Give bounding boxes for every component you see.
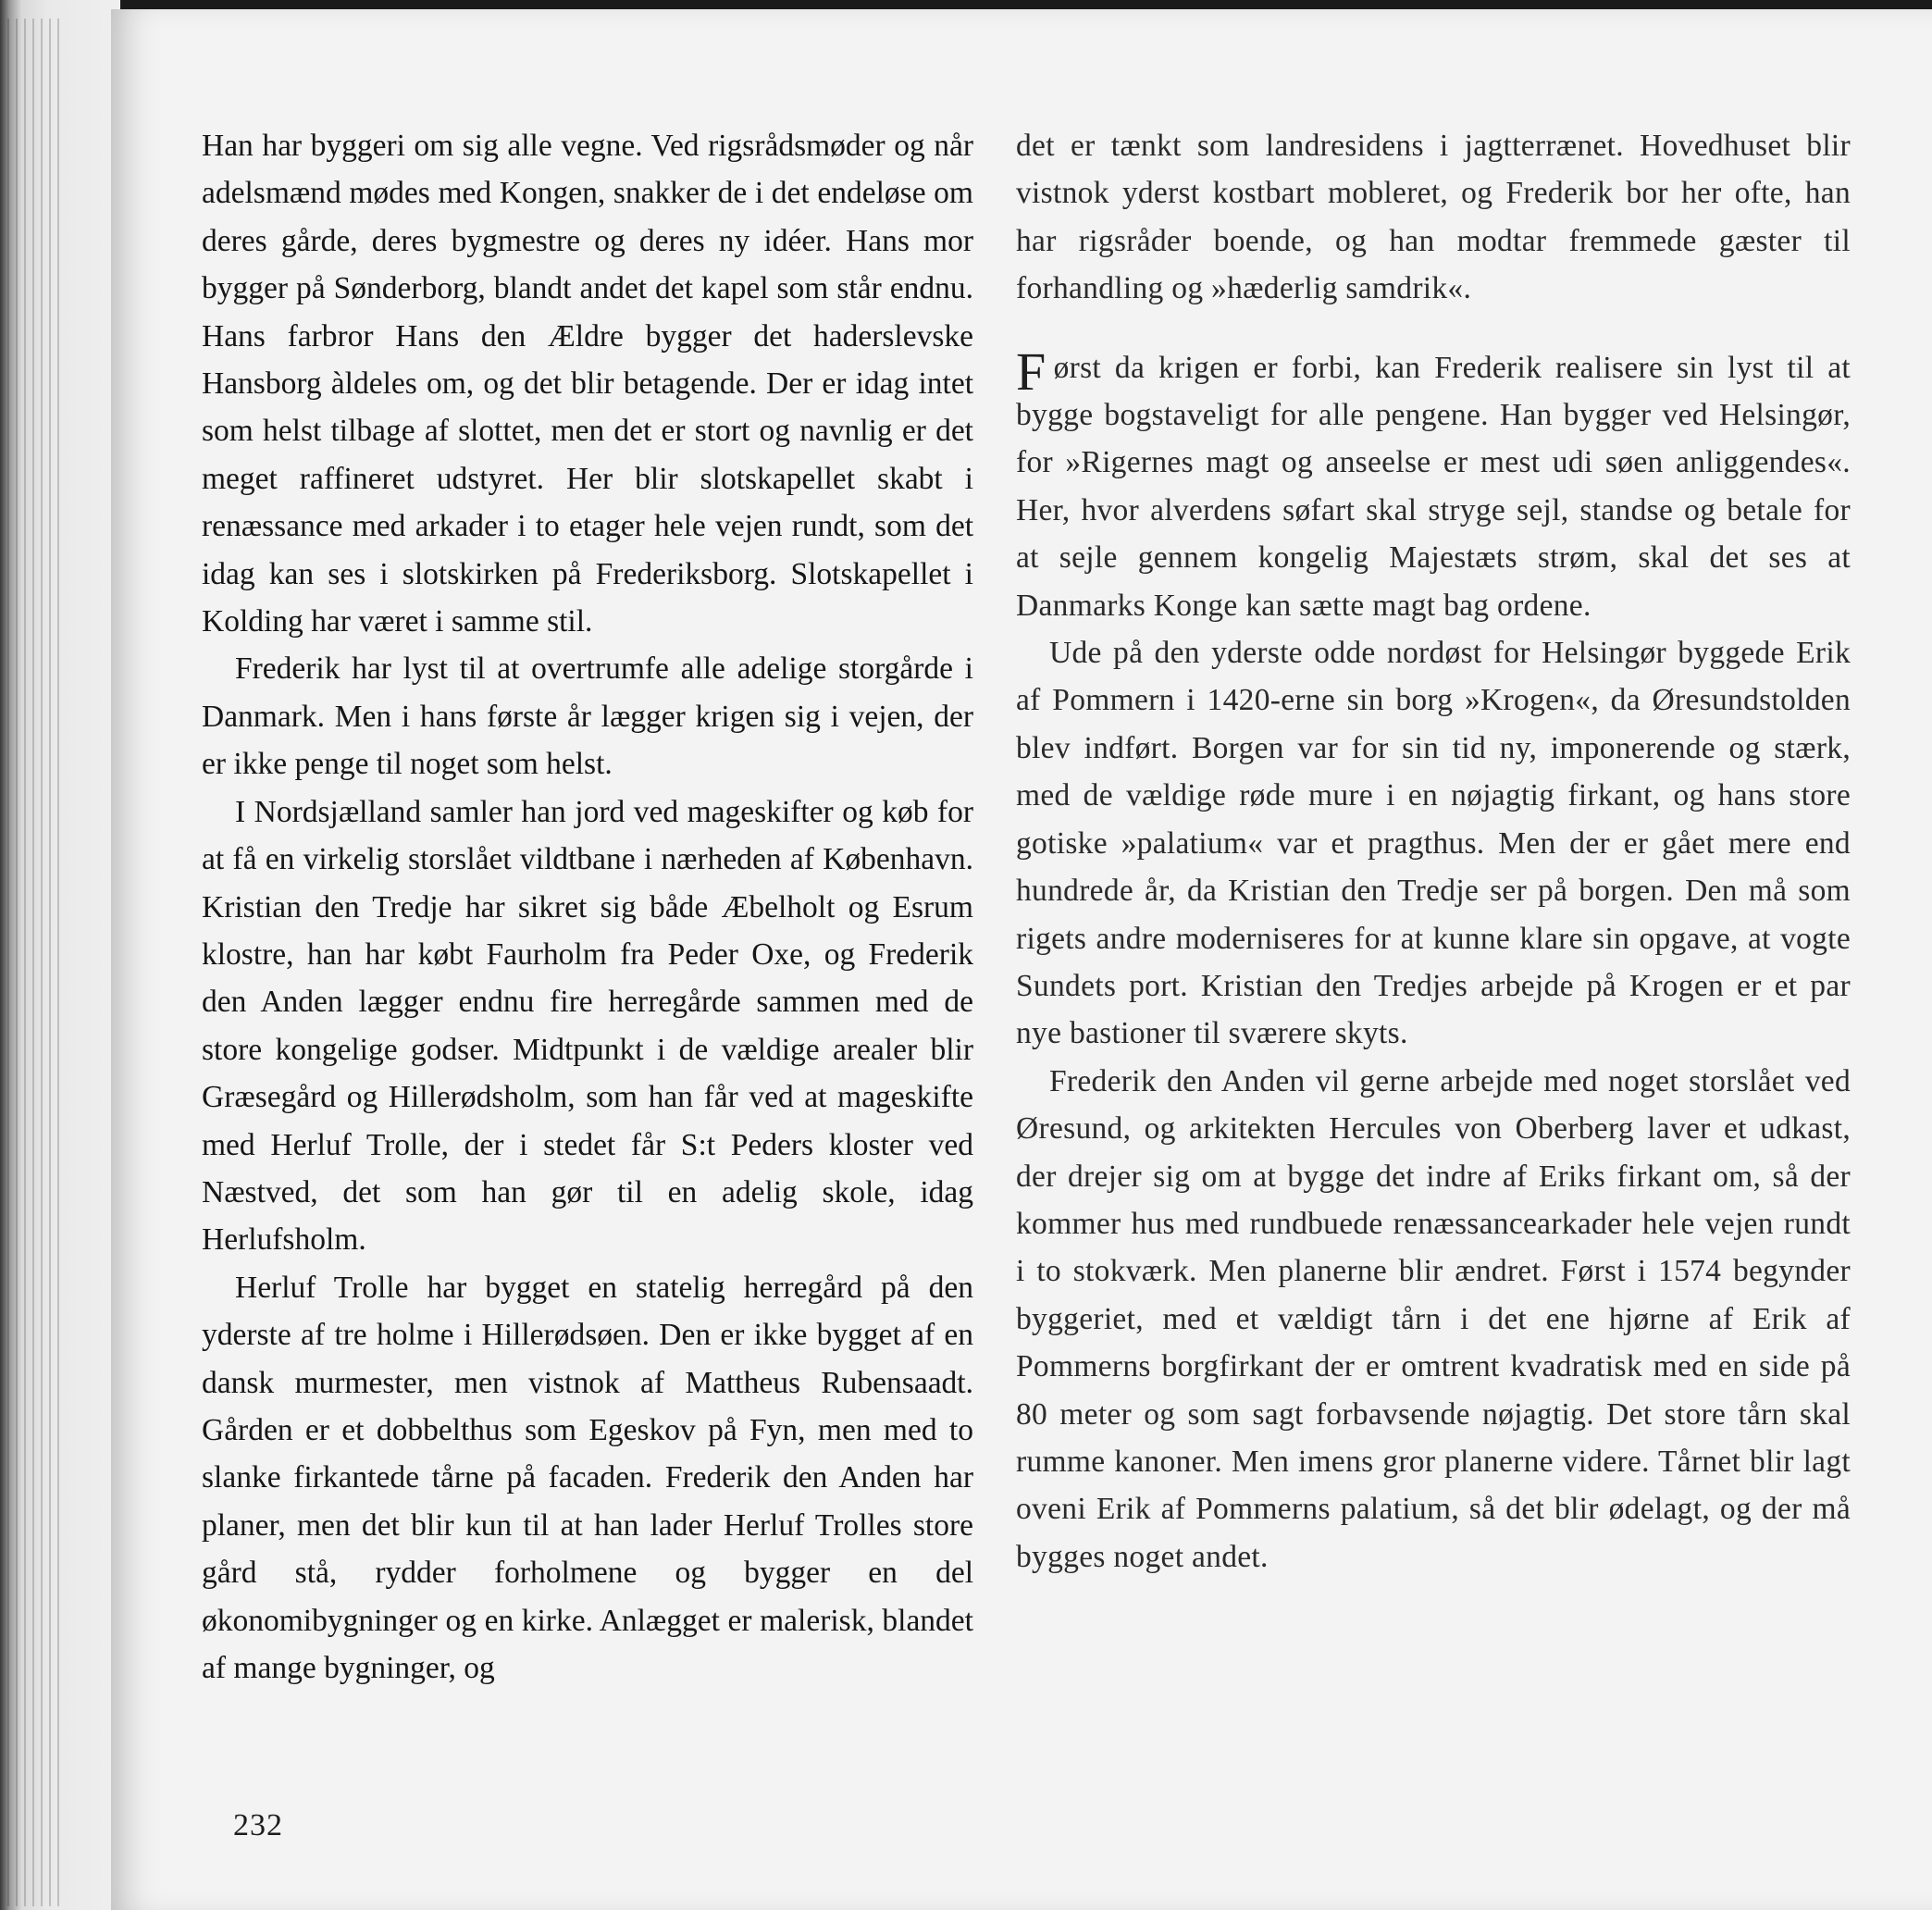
book-spine (0, 0, 120, 1910)
drop-cap: F (1016, 341, 1046, 402)
page-edges (7, 19, 63, 1906)
paragraph: Ude på den yderste odde nordøst for Helsingør byggede Erik af Pommern i 1420-erne sin borg »Krogen«, da Øresundstolden blev indført. Borgen var for sin tid ny, imponerende og stærk, med de vældige røde mure i en nøjagtig firkant, og hans store gotiske »palatium« var et pragthus. Men der er gået mere end hundrede år, da Kristian den Tredje ser på borgen. Den må som rigets andre moderniseres for at kunne klare sin opgave, at vogte Sundets port. Kristian den Tredjes arbejde på Krogen er et par nye bastioner til sværere skyts. (1016, 636, 1851, 1051)
paragraph: I Nordsjælland samler han jord ved mageskifter og køb for at få en virkelig storslået vildtbane i nærheden af København. Kristian den Tredje har sikret sig både Æbelholt og Esrum klostre, han har købt Faurholm fra Peder Oxe, og Frederik den Anden lægger endnu fire herregårde sammen med de store kongelige godser. Midtpunkt i de vældige arealer blir Græsegård og Hillerødsholm, som han får ved at mageskifte med Herluf Trolle, der i stedet får S:t Peders kloster ved Næstved, det som han gør til en adelig skole, idag Herlufsholm. (202, 794, 973, 1258)
paragraph: Frederik den Anden vil gerne arbejde med noget storslået ved Øresund, og arkitekten Hercules von Oberberg laver et udkast, der drejer sig om at bygge det indre af Eriks firkant om, så der kommer hus med rundbuede renæssancearkader hele vejen rundt i to stokværk. Men planerne blir ændret. Først i 1574 begynder byggeriet, med et vældigt tårn i det ene hjørne af Erik af Pommerns borgfirkant der er omtrent kvadratisk med en side på 80 meter og som sagt forbavsende nøjagtig. Det store tårn skal rumme kanoner. Men imens gror planerne videre. Tårnet blir lagt oveni Erik af Pommerns palatium, så det blir ødelagt, og der må bygges noget andet. (1016, 1063, 1851, 1574)
paragraph: Han har byggeri om sig alle vegne. Ved rigsrådsmøder og når adelsmænd mødes med Kongen, snakker de i det endeløse om deres gårde, deres bygmestre og deres ny idéer. Hans mor bygger på Sønderborg, blandt andet det kapel som står endnu. Hans farbror Hans den Ældre bygger det haderslevske Hansborg àldeles om, og det blir betagende. Der er idag intet som helst tilbage af slottet, men det er stort og navnlig er det meget raffineret udstyret. Her blir slotskapellet skabt i renæssance med arkader i to etager hele vejen rundt, som det idag kan ses i slotskirken på Frederiksborg. Slotskapellet i Kolding har været i samme stil. (202, 129, 973, 639)
left-text-column (202, 122, 973, 1692)
paragraph-text: ørst da krigen er forbi, kan Frederik realisere sin lyst til at bygge bogstaveligt for alle pengene. Han bygger ved Helsingør, for »Rigernes magt og anseelse er mest udi søen anliggendes«. Her, hvor alverdens søfart skal stryge sejl, standse og betale for at sejle gennem kongelig Majestæts strøm, skal det ses at Danmarks Konge kan sætte magt bag ordene. (1016, 350, 1851, 623)
page-number: 232 (233, 1808, 283, 1842)
paragraph: Frederik har lyst til at overtrumfe alle adelige storgårde i Danmark. Men i hans første år lægger krigen sig i vejen, der er ikke penge til noget som helst. (202, 651, 973, 782)
paragraph: det er tænkt som landresidens i jagtterrænet. Hovedhuset blir vistnok yderst kostbart mobleret, og Frederik bor her ofte, han har rigsråder boende, og han modtar fremmede gæster til forhandling og »hæderlig samdrik«. (1016, 129, 1851, 306)
paragraph-with-dropcap (1016, 341, 1851, 629)
right-text-column (1016, 122, 1851, 1581)
paragraph: Herluf Trolle har bygget en statelig herregård på den yderste af tre holme i Hillerødsøen. Den er ikke bygget af en dansk murmester, men vistnok af Mattheus Rubensaadt. Gården er et dobbelthus som Egeskov på Fyn, men med to slanke firkantede tårne på facaden. Frederik den Anden har planer, men det blir kun til at han lader Herluf Trolles store gård stå, rydder forholmene og bygger en del økonomibygninger og en kirke. Anlægget er malerisk, blandet af mange bygninger, og (202, 1270, 973, 1685)
